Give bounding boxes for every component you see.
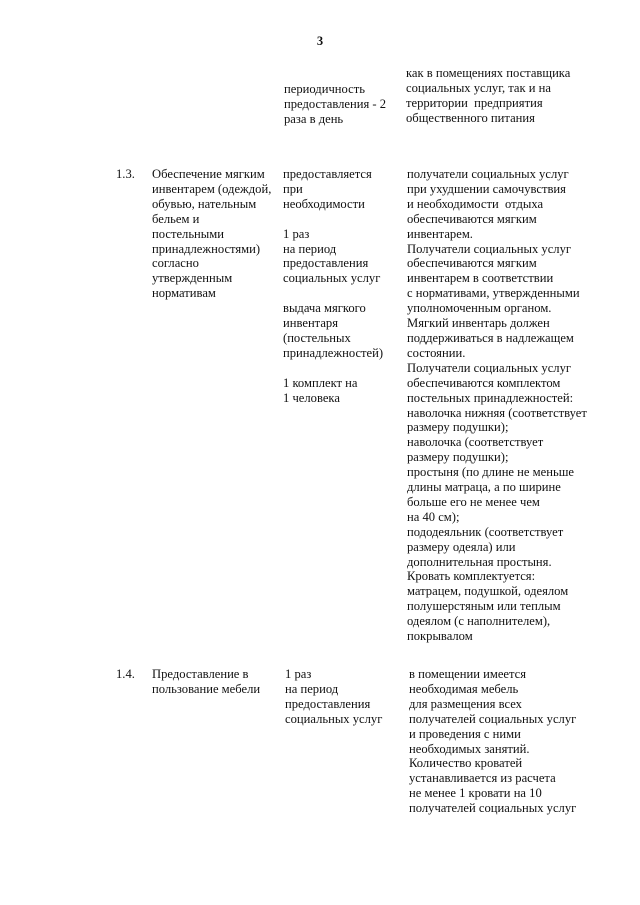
text-line: и необходимости отдыха [407, 196, 544, 211]
text-line: инвентаря [283, 316, 339, 331]
text-line: при [283, 181, 303, 196]
text-line: общественного питания [406, 110, 535, 125]
row-1-4-number: 1.4. [116, 667, 135, 681]
text-line: для размещения всех [409, 696, 522, 711]
text-line: инвентарем в соответствии [407, 271, 554, 286]
text-line: Получатели социальных услуг [407, 241, 572, 256]
text-line: размеру одеяла) или [407, 539, 516, 554]
text-line: согласно [152, 256, 199, 271]
text-line: обеспечиваются мягким [407, 256, 537, 271]
text-line: получателей социальных услуг [409, 801, 577, 816]
text-line: Обеспечение мягким [152, 167, 265, 181]
continuation-conditions-cell [406, 66, 570, 126]
text-line: необходимости [283, 196, 365, 211]
row-1-3-conditions-cell [407, 167, 587, 644]
text-line: бельем и [152, 211, 200, 226]
row-1-4-conditions-cell [409, 667, 576, 816]
text-line: получатели социальных услуг [407, 167, 569, 181]
text-line: простыня (по длине не меньше [407, 465, 574, 480]
continuation-frequency-cell [284, 82, 386, 127]
text-line: размеру подушки); [407, 450, 509, 465]
text-line: не менее 1 кровати на 10 [409, 786, 542, 801]
text-line: наволочка (соответствует [407, 435, 544, 450]
text-line: постельными [152, 226, 224, 241]
text-line: одеялом (с наполнителем), [407, 614, 551, 629]
text-line: 1 комплект на [283, 375, 358, 390]
text-line: длины матраца, а по ширине [407, 480, 561, 495]
text-line: пользование мебели [152, 681, 261, 696]
row-1-3-number: 1.3. [116, 167, 135, 181]
text-line: необходимая мебель [409, 681, 519, 696]
row-1-4-frequency-cell [285, 667, 382, 727]
text-line: раза в день [284, 111, 344, 126]
text-line: обувью, нательным [152, 196, 257, 211]
text-line: Предоставление в [152, 667, 249, 681]
text-line: предоставления - 2 [284, 96, 387, 111]
text-line: матрацем, подушкой, одеялом [407, 584, 569, 599]
text-line: инвентарем (одеждой, [152, 181, 272, 196]
text-line: 1 раз [285, 667, 312, 681]
text-line: Получатели социальных услуг [407, 360, 572, 375]
text-line: дополнительная простыня. [407, 554, 552, 569]
text-line: пододеяльник (соответствует [407, 524, 564, 539]
text-line: полушерстяным или теплым [407, 599, 561, 614]
text-line: социальных услуг [283, 271, 381, 286]
text-line: социальных услуг [285, 711, 383, 726]
text-line: предоставляется [283, 167, 372, 181]
text-line: постельных принадлежностей: [407, 390, 574, 405]
text-line: получателей социальных услуг [409, 711, 577, 726]
text-line: выдача мягкого [283, 301, 366, 316]
text-line: больше его не менее чем [407, 494, 540, 509]
text-line: Количество кроватей [409, 756, 523, 771]
text-line [283, 286, 383, 301]
text-line: с нормативами, утвержденными [407, 286, 580, 301]
text-line: обеспечиваются комплектом [407, 375, 561, 390]
text-line: на 40 см); [407, 509, 460, 524]
text-line: предоставления [283, 256, 369, 271]
text-line: состоянии. [407, 345, 466, 360]
text-line: уполномоченным органом. [407, 301, 552, 316]
text-line: принадлежностей) [283, 345, 384, 360]
text-line: на период [285, 681, 339, 696]
row-1-3-service-cell [152, 167, 271, 301]
text-line: устанавливается из расчета [409, 771, 556, 786]
text-line: Мягкий инвентарь должен [407, 316, 550, 331]
text-line: принадлежностями) [152, 241, 261, 256]
text-line: на период [283, 241, 337, 256]
row-1-4-service-cell [152, 667, 260, 697]
page-number: 3 [316, 34, 324, 48]
text-line: поддерживаться в надлежащем [407, 330, 574, 345]
text-line: периодичность [284, 82, 365, 96]
text-line: обеспечиваются мягким [407, 211, 537, 226]
text-line: 1 раз [283, 226, 310, 241]
text-line: в помещении имеется [409, 667, 527, 681]
text-line: нормативам [152, 286, 216, 301]
text-line: 1 человека [283, 390, 340, 405]
text-line [283, 212, 383, 227]
row-1-3-frequency-cell [283, 167, 383, 406]
text-line: предоставления [285, 696, 371, 711]
text-line: покрывалом [407, 629, 473, 644]
text-line: наволочка нижняя (соответствует [407, 405, 587, 420]
text-line: необходимых занятий. [409, 741, 530, 756]
text-line: размеру подушки); [407, 420, 509, 435]
text-line: утвержденным [152, 271, 233, 286]
text-line: как в помещениях поставщика [406, 66, 571, 80]
text-line: и проведения с ними [409, 726, 521, 741]
text-line: (постельных [283, 330, 351, 345]
text-line: при ухудшении самочувствия [407, 181, 566, 196]
text-line: территории предприятия [406, 95, 543, 110]
text-line: Кровать комплектуется: [407, 569, 536, 584]
text-line: социальных услуг, так и на [406, 80, 551, 95]
text-line [283, 361, 383, 376]
text-line: инвентарем. [407, 226, 473, 241]
